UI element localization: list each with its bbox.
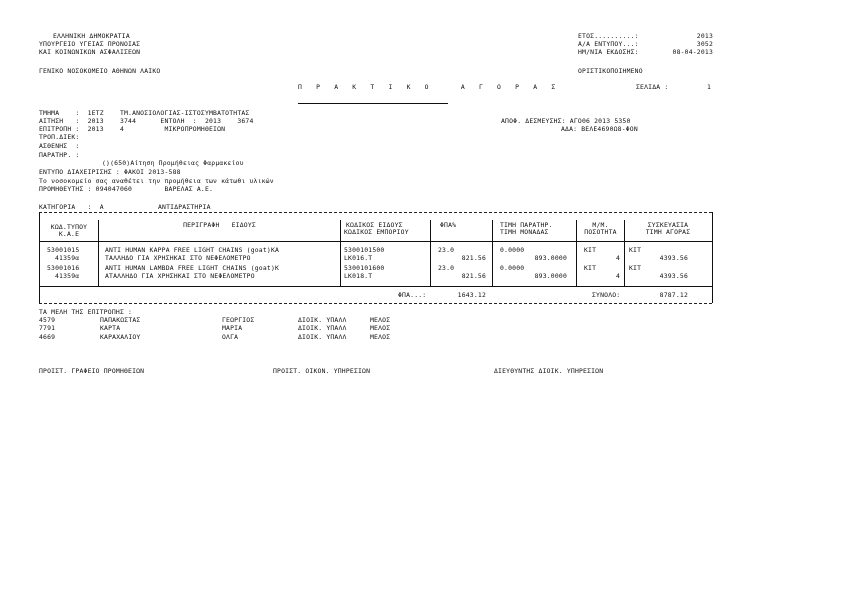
table-bottom-border: [39, 303, 712, 304]
member-role: ΔΙΟΙΚ. ΥΠΑΛΛ: [298, 333, 347, 341]
row-package: ΚΙΤ: [629, 264, 642, 272]
status-text: ΟΡΙΣΤΙΚΟΠΟΙΗΜΕΝΟ: [578, 67, 643, 75]
row-vat: 23.0: [438, 264, 455, 272]
member-role: ΔΙΟΙΚ. ΥΠΑΛΛ: [298, 316, 347, 324]
signature-director: ΔΙΕΥΘΥΝΤΗΣ ΔΙΟΙΚ. ΥΠΗΡΕΣΙΩΝ: [494, 367, 604, 375]
request-text: ()(650)Αίτηση Προμήθειας Φαρμακείου: [102, 159, 244, 167]
year-label: ΕΤΟΣ..........:: [578, 32, 639, 40]
row-total: 4393.56: [659, 272, 688, 280]
sum-label: ΣΥΝΟΛΟ:: [592, 291, 621, 299]
header-item-code: ΚΩΔΙΚΟΣ ΕΙΔΟΥΣ: [346, 221, 403, 229]
category-label: ΚΑΤΗΓΟΡΙΑ : Α: [39, 203, 104, 211]
row-vat-amount: 821.56: [461, 272, 486, 280]
page-number-label: ΣΕΛΙΔΑ :: [636, 83, 669, 91]
row-quantity: 4: [615, 254, 620, 262]
member-id: 4579: [39, 316, 56, 324]
row-price-obs: 0.0000: [500, 264, 525, 272]
year-value: 2013: [696, 32, 713, 40]
header-code-type: ΚΩΔ.ΤΥΠΟΥ: [50, 223, 88, 231]
table-body-bottom: [39, 286, 712, 287]
header-vat: ΦΠΑ%: [440, 221, 457, 229]
member-surname: ΠΑΠΑΚΩΣΤΑΣ: [100, 316, 141, 324]
members-title: ΤΑ ΜΕΛΗ ΤΗΣ ΕΠΙΤΡΟΠΗΣ :: [39, 308, 133, 316]
vat-total: 1643.12: [457, 291, 486, 299]
signature-procurement: ΠΡΟΙΣΤ. ΓΡΑΦΕΙΟ ΠΡΟΜΗΘΕΙΩΝ: [39, 367, 145, 375]
form-number-label: Α/Α ΕΝΤΥΠΟΥ...:: [578, 40, 639, 48]
header-kae: Κ.Α.Ε: [58, 230, 80, 238]
issue-date-label: ΗΜ/ΝΙΑ ΕΚΔΟΣΗΣ:: [578, 48, 639, 56]
decision-line: ΑΠΟΦ. ΔΕΣΜΕΥΣΗΣ: ΑΓΟ06 2013 5350: [501, 117, 631, 125]
row-unit-price: 893.0000: [534, 272, 567, 280]
row-vat-amount: 821.56: [461, 254, 486, 262]
col-divider: [430, 220, 431, 286]
patient-line: ΑΣΘΕΝΗΣ :: [39, 142, 80, 150]
header-unit-price: ΤΙΜΗ ΜΟΝΑΔΑΣ: [500, 228, 549, 236]
row-description-2: ΑΤΑΛΛΗΔΟ ΓΙΑ ΧΡΗΣΗΚΑΙ ΣΤΟ ΝΕΦΕΛΟΜΕΤΡΟ: [105, 272, 255, 280]
header-country: ΕΛΛΗΝΙΚΗ ΔΗΜΟΚΡΑΤΙΑ: [53, 32, 130, 40]
row-total: 4393.56: [659, 254, 688, 262]
header-ministry: ΥΠΟΥΡΓΕΙΟ ΥΓΕΙΑΣ ΠΡΟΝΟΙΑΣ: [39, 40, 141, 48]
form-line: ΕΝΤΥΠΟ ΔΙΑΧΕΙΡΙΣΗΣ : ΦΑΚΟΙ 2013-588: [39, 168, 181, 176]
row-unit-price: 893.0000: [534, 254, 567, 262]
supplier-line: ΠΡΟΜΗΘΕΥΤΗΣ : 094047060 ΒΑΡΕΛΑΣ Α.Ε.: [39, 185, 214, 193]
member-position: ΜΕΛΟΣ: [370, 333, 391, 341]
member-id: 4669: [39, 333, 56, 341]
assignment-note: Το νοσοκομείο σας αναθέτει την προμήθεια των κάτωθι υλικών: [39, 177, 274, 185]
row-trade-code: LK018.T: [344, 272, 373, 280]
header-price-obs: ΤΙΜΗ ΠΑΡΑΤΗΡ.: [500, 221, 553, 229]
request-line: ΑΙΤΗΣΗ : 2013 3744 ΕΝΤΟΛΗ : 2013 3674: [39, 117, 254, 125]
member-role: ΔΙΟΙΚ. ΥΠΑΛΛ: [298, 324, 347, 332]
ada-line: ΑΔΑ: ΒΕΛΕ4690Ω8-ΦΟΝ: [561, 125, 638, 133]
header-package: ΣΥΣΚΕΥΑΣΙΑ: [647, 221, 689, 229]
row-unit: ΚΙΤ: [584, 264, 597, 272]
member-id: 7791: [39, 324, 56, 332]
row-item-code: 5300101600: [344, 264, 385, 272]
row-code: 53001015: [47, 246, 80, 254]
committee-line: ΕΠΙΤΡΟΠΗ : 2013 4 ΜΙΚΡΟΠΡΟΜΗΘΕΙΩΝ: [39, 125, 226, 133]
row-item-code: 5300101500: [344, 246, 385, 254]
page-number: 1: [707, 83, 712, 91]
row-trade-code: LK016.T: [344, 254, 373, 262]
member-surname: ΚΑΡΤΑ: [100, 324, 121, 332]
sum-total: 8787.12: [659, 291, 688, 299]
table-header-divider: [39, 241, 712, 242]
header-ministry-2: ΚΑΙ ΚΟΙΝΩΝΙΚΩΝ ΑΣΦΑΛΙΣΕΩΝ: [39, 48, 141, 56]
row-price-obs: 0.0000: [500, 246, 525, 254]
hospital-name: ΓΕΝΙΚΟ ΝΟΣΟΚΟΜΕΙΟ ΑΘΗΝΩΝ ΛΑΙΚΟ: [39, 67, 161, 75]
remarks-line: ΠΑΡΑΤΗΡ. :: [39, 151, 80, 159]
member-surname: ΚΑΡΑΧΑΛΙΟΥ: [100, 333, 141, 341]
header-purchase-price: ΤΙΜΗ ΑΓΟΡΑΣ: [645, 228, 691, 236]
row-kae: 41359α: [55, 254, 80, 262]
row-quantity: 4: [615, 272, 620, 280]
header-description: ΠΕΡΙΓΡΑΦΗ ΕΙΔΟΥΣ: [183, 221, 256, 229]
category-name: ΑΝΤΙΔΡΑΣΤΗΡΙΑ: [158, 203, 211, 211]
header-quantity: ΠΟΣΟΤΗΤΑ: [584, 228, 617, 236]
row-vat: 23.0: [438, 246, 455, 254]
row-package: ΚΙΤ: [629, 246, 642, 254]
form-number-value: 3052: [696, 40, 713, 48]
row-unit: ΚΙΤ: [584, 246, 597, 254]
member-name: ΟΛΓΑ: [222, 333, 239, 341]
row-description-2: ΤΑΛΛΗΔΟ ΓΙΑ ΧΡΗΣΗΚΑΙ ΣΤΟ ΝΕΦΕΛΟΜΕΤΡΟ: [105, 254, 251, 262]
vat-total-label: ΦΠΑ...:: [398, 291, 427, 299]
signature-financial: ΠΡΟΙΣΤ. ΟΙΚΟΝ. ΥΠΗΡΕΣΙΩΝ: [273, 367, 371, 375]
row-kae: 41359α: [55, 272, 80, 280]
table-top-border: [39, 212, 712, 213]
col-divider: [340, 220, 341, 286]
row-code: 53001016: [47, 264, 80, 272]
procedure-line: ΤΡΟΠ.ΔΙΕΚ:: [39, 133, 80, 141]
department-line: ΤΜΗΜΑ : 1ΕΤΖ ΤΜ.ΑΝΟΣΙΟΛΟΓΙΑΣ-ΙΣΤΟΣΥΜΒΑΤΟΤΗΤΑΣ: [39, 109, 250, 117]
table-right-border: [712, 212, 713, 303]
member-name: ΓΕΩΡΓΙΟΣ: [222, 316, 255, 324]
page-title: Π Ρ Α Κ Τ Ι Κ Ο Α Γ Ο Ρ Α Σ: [298, 83, 561, 91]
title-underline: [298, 103, 448, 104]
header-unit: Μ/Μ.: [592, 221, 609, 229]
member-name: ΜΑΡΙΑ: [222, 324, 243, 332]
issue-date-value: 08-04-2013: [672, 48, 713, 56]
member-position: ΜΕΛΟΣ: [370, 316, 391, 324]
member-position: ΜΕΛΟΣ: [370, 324, 391, 332]
row-description: ANTI HUMAN KAPPA FREE LIGHT CHAINS (goat)ΚΑ: [105, 246, 280, 254]
row-description: ANTI HUMAN LAMBDA FREE LIGHT CHAINS (goat)Κ: [105, 264, 280, 272]
col-divider: [98, 220, 99, 286]
col-divider: [492, 220, 493, 286]
header-trade-code: ΚΩΔΙΚΟΣ ΕΜΠΟΡΙΟΥ: [344, 228, 409, 236]
